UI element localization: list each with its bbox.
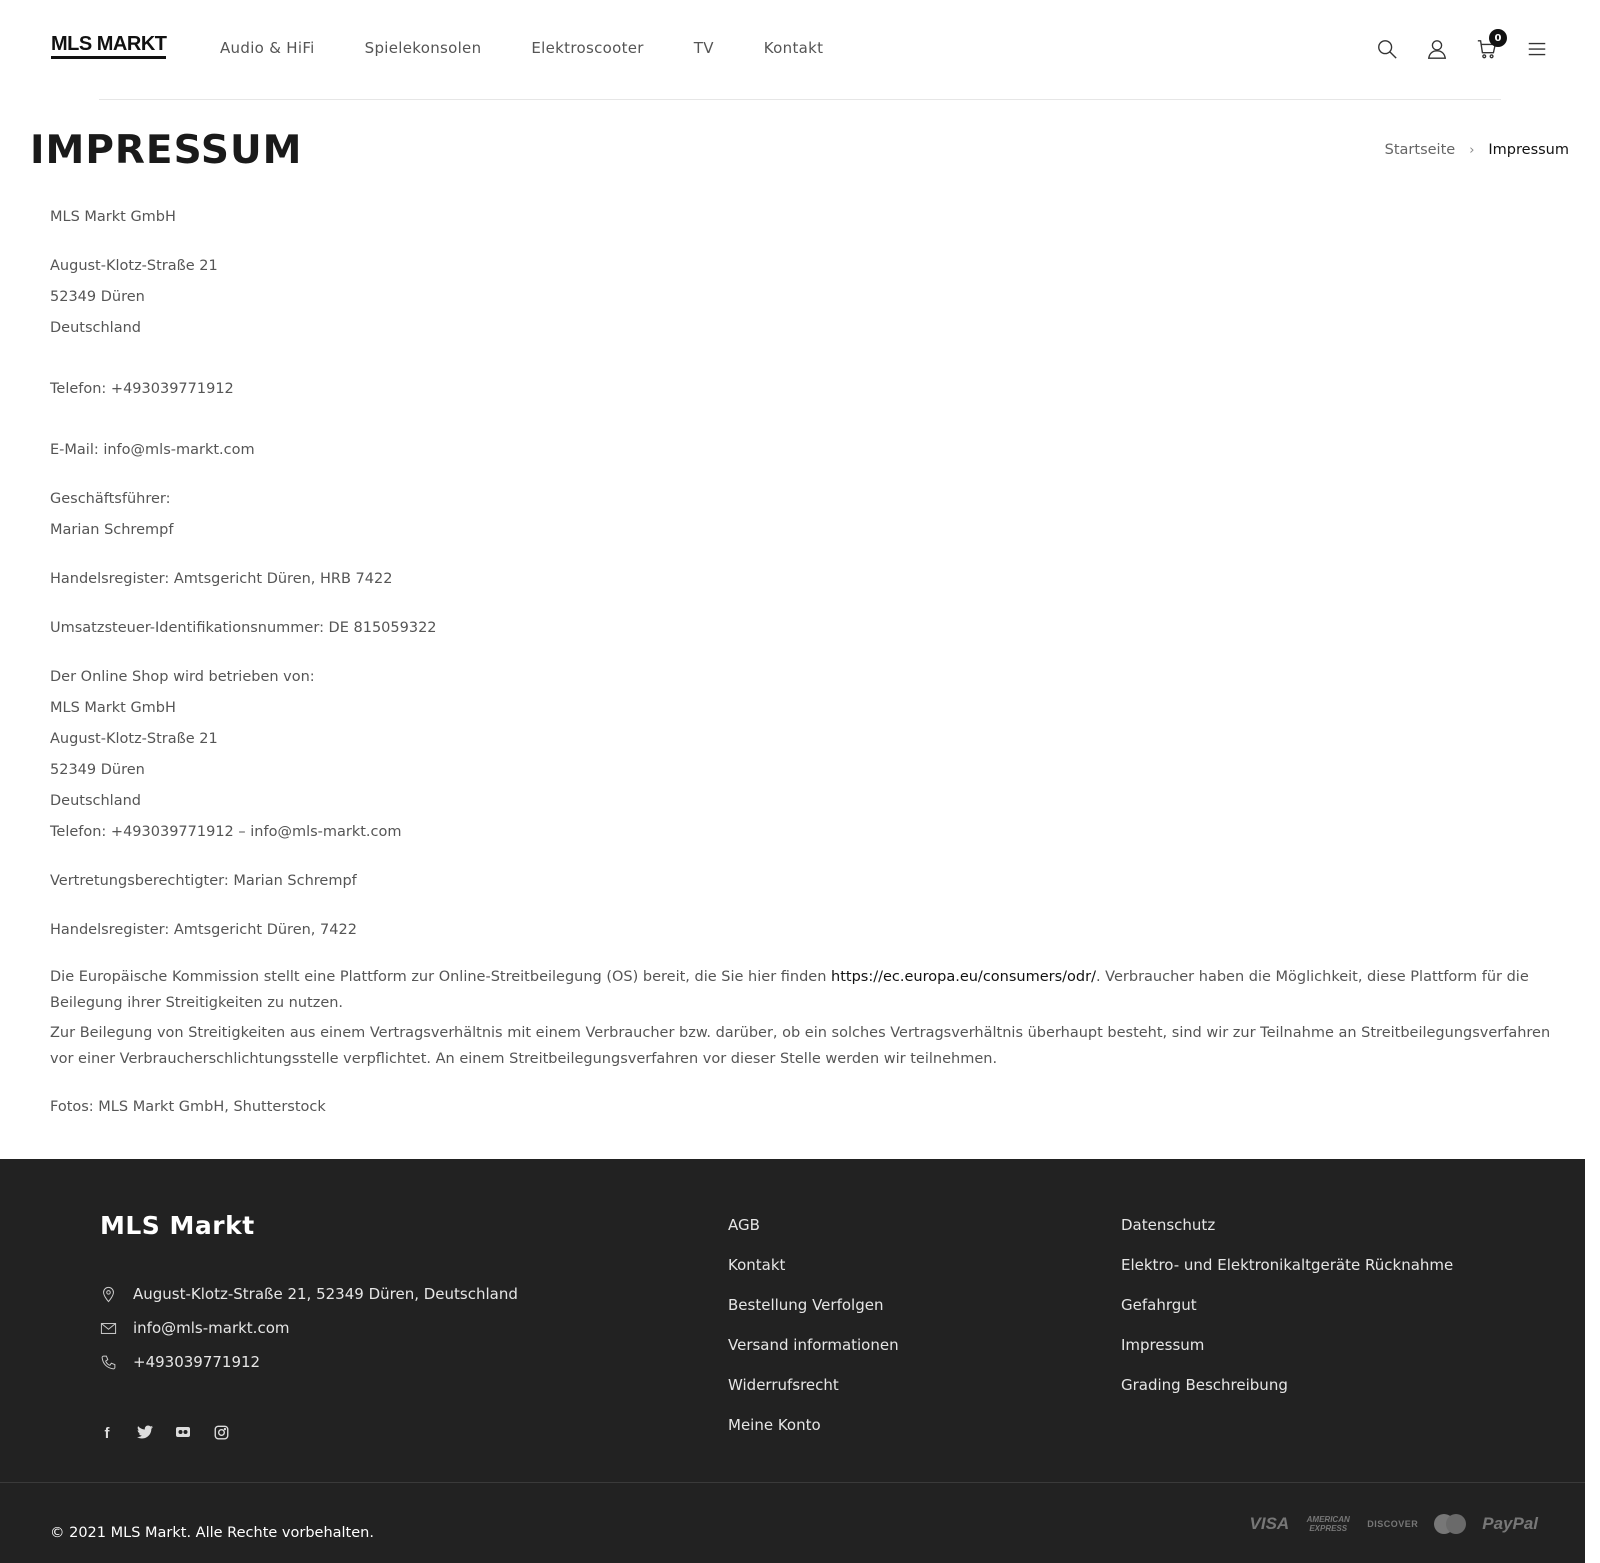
payment-methods (1250, 1514, 1538, 1534)
odr-text-after: . Verbraucher haben die Möglichkeit, diese Plattform für die Beilegung ihrer Streitigkeiten zu nutzen. (50, 969, 1529, 1011)
menu-icon[interactable] (1524, 36, 1550, 62)
footer-phone-row (100, 1345, 518, 1379)
email-text: E-Mail: info@mls-markt.com (50, 442, 255, 458)
copyright: © 2021 MLS Markt. Alle Rechte vorbehalten. (50, 1525, 374, 1541)
breadcrumb-home-link[interactable]: Startseite (1384, 142, 1456, 158)
footer-link-impressum[interactable]: Impressum (1121, 1336, 1205, 1354)
footer-link-bestellung[interactable]: Bestellung Verfolgen (728, 1296, 884, 1314)
site-header (0, 0, 1600, 99)
manager-name: Marian Schrempf (50, 522, 174, 538)
header-divider (99, 99, 1501, 100)
nav-tv[interactable]: TV (693, 39, 714, 57)
vat-text: Umsatzsteuer-Identifikationsnummer: DE 815059322 (50, 620, 437, 636)
amex-icon: AMERICAN EXPRESS (1306, 1515, 1350, 1533)
footer-link-datenschutz[interactable]: Datenschutz (1121, 1216, 1216, 1234)
footer-link-grading[interactable]: Grading Beschreibung (1121, 1376, 1288, 1394)
address-street: August-Klotz-Straße 21 (50, 258, 218, 274)
cart-icon[interactable] (1474, 32, 1502, 62)
odr-paragraph (50, 964, 1560, 1016)
header-actions (1350, 32, 1550, 62)
footer-brand: MLS Markt (100, 1211, 255, 1240)
social-links (99, 1425, 229, 1444)
page-title: IMPRESSUM (30, 128, 303, 173)
address-country: Deutschland (50, 320, 141, 336)
mastercard-icon (1434, 1514, 1466, 1534)
operator-line: MLS Markt GmbH (50, 700, 176, 716)
footer-link-versand[interactable]: Versand informationen (728, 1336, 899, 1354)
footer-email[interactable]: info@mls-markt.com (133, 1319, 290, 1337)
paypal-icon: PayPal (1482, 1514, 1538, 1533)
breadcrumb (1385, 142, 1569, 158)
impressum-content (50, 202, 1560, 1141)
breadcrumb-current: Impressum (1488, 142, 1569, 158)
instagram-icon[interactable] (213, 1425, 229, 1444)
address-city: 52349 Düren (50, 289, 145, 305)
discover-icon: DISCOVER (1367, 1519, 1419, 1529)
footer-link-ruecknahme[interactable]: Elektro- und Elektronikaltgeräte Rücknahme (1121, 1256, 1454, 1274)
dispute-paragraph: Zur Beilegung von Streitigkeiten aus einem Vertragsverhältnis mit einem Verbraucher bzw. darüber, ob ein solches Vertragsverhältnis überhaupt besteht, sind wir zur Teilnahme an Streitbeilegungsverfahren vor einer Verbraucherschlichtungsstelle verpflichtet. An einem Streitbeilegungsverfahren vor dieser Stelle werden wir teilnehmen. (50, 1025, 1551, 1067)
nav-kontakt[interactable]: Kontakt (763, 39, 824, 57)
footer-divider (0, 1482, 1585, 1483)
footer-link-agb[interactable]: AGB (728, 1216, 760, 1234)
operator-line: August-Klotz-Straße 21 (50, 731, 218, 747)
register-text: Handelsregister: Amtsgericht Düren, HRB 7422 (50, 571, 393, 587)
flickr-icon[interactable] (175, 1425, 191, 1444)
footer-contact (100, 1277, 518, 1379)
site-footer (0, 1159, 1585, 1563)
operator-line: Deutschland (50, 793, 141, 809)
user-icon[interactable] (1424, 36, 1450, 62)
company-name: MLS Markt GmbH (50, 209, 176, 225)
visa-icon: VISA (1249, 1514, 1290, 1533)
footer-phone[interactable]: +493039771912 (133, 1353, 261, 1371)
odr-link[interactable]: https://ec.europa.eu/consumers/odr/ (831, 969, 1096, 985)
breadcrumb-chevron-icon: › (1469, 142, 1475, 158)
footer-link-widerrufsrecht[interactable]: Widerrufsrecht (728, 1376, 839, 1394)
mail-icon (100, 1320, 117, 1337)
manager-label: Geschäftsführer: (50, 491, 171, 507)
nav-spielekonsolen[interactable]: Spielekonsolen (364, 39, 482, 57)
photos-credit: Fotos: MLS Markt GmbH, Shutterstock (50, 1099, 326, 1115)
main-nav (220, 39, 873, 57)
operator-line: 52349 Düren (50, 762, 145, 778)
site-logo[interactable]: MLS MARKT (51, 34, 166, 59)
footer-links-col2 (1121, 1209, 1453, 1409)
phone-text: Telefon: +493039771912 (50, 381, 234, 397)
footer-link-gefahrgut[interactable]: Gefahrgut (1121, 1296, 1197, 1314)
twitter-icon[interactable] (137, 1425, 153, 1444)
facebook-icon[interactable]: f (104, 1425, 110, 1442)
footer-address-row (100, 1277, 518, 1311)
search-icon[interactable] (1374, 36, 1400, 62)
operator-line: Der Online Shop wird betrieben von: (50, 669, 315, 685)
footer-link-kontakt[interactable]: Kontakt (728, 1256, 786, 1274)
operator-line: Telefon: +493039771912 – info@mls-markt.com (50, 824, 402, 840)
phone-icon (100, 1354, 117, 1371)
footer-links-col1 (728, 1209, 899, 1449)
cart-count-badge: 0 (1489, 29, 1507, 47)
nav-audio-hifi[interactable]: Audio & HiFi (220, 39, 315, 57)
footer-email-row (100, 1311, 518, 1345)
footer-address: August-Klotz-Straße 21, 52349 Düren, Deutschland (133, 1285, 518, 1303)
footer-link-konto[interactable]: Meine Konto (728, 1416, 821, 1434)
location-pin-icon (100, 1286, 117, 1303)
nav-elektroscooter[interactable]: Elektroscooter (531, 39, 644, 57)
register2-text: Handelsregister: Amtsgericht Düren, 7422 (50, 922, 357, 938)
representative-text: Vertretungsberechtigter: Marian Schrempf (50, 873, 357, 889)
odr-text-before: Die Europäische Kommission stellt eine Plattform zur Online-Streitbeilegung (OS) bereit, die Sie hier finden (50, 969, 832, 985)
